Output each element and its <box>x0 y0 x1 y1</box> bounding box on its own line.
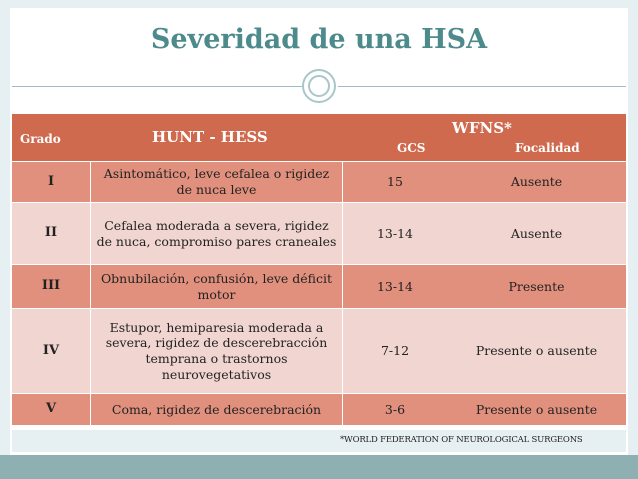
divider-circle-inner <box>308 75 330 97</box>
slide-border-left <box>0 0 10 479</box>
row-gcs: 13-14 <box>376 278 414 294</box>
row-focalidad: Ausente <box>510 174 563 190</box>
table-row <box>12 309 626 394</box>
row-description: Estupor, hemiparesia moderada a severa, rigidez de descerebracción temprana o trastornos neurovegetativos <box>90 309 343 393</box>
divider-circle-ornament <box>302 69 336 103</box>
row-grado: III <box>41 278 61 294</box>
row-description: Asintomático, leve cefalea o rigidez de nuca leve <box>90 162 343 202</box>
row-focalidad: Ausente <box>510 225 563 241</box>
table-row <box>12 203 626 265</box>
row-description: Coma, rigidez de descerebración <box>90 394 343 425</box>
table-row <box>12 162 626 203</box>
row-description: Cefalea moderada a severa, rigidez de nuca, compromiso pares craneales <box>90 203 343 264</box>
row-grado: IV <box>42 342 60 358</box>
row-grado: II <box>44 225 58 241</box>
title-divider-left <box>12 86 302 87</box>
table-row <box>12 265 626 309</box>
title-divider-right <box>338 86 626 87</box>
row-gcs: 7-12 <box>380 343 410 359</box>
row-focalidad: Presente o ausente <box>475 343 598 359</box>
bottom-band <box>0 455 638 479</box>
table-header <box>12 114 626 162</box>
row-focalidad: Presente <box>508 278 565 294</box>
header-focalidad: Focalidad <box>515 141 580 155</box>
row-focalidad: Presente o ausente <box>475 401 598 417</box>
row-grado: V <box>45 401 57 417</box>
header-gcs: GCS <box>397 141 426 155</box>
header-hunt-hess: HUNT - HESS <box>152 128 268 146</box>
slide-border-top <box>0 0 638 8</box>
table-row <box>12 394 626 426</box>
slide-border-right <box>628 0 638 479</box>
slide-title: Severidad de una HSA <box>150 24 488 55</box>
header-grado: Grado <box>20 132 61 146</box>
row-grado: I <box>47 173 55 189</box>
footnote: *WORLD FEDERATION OF NEUROLOGICAL SURGEONS <box>340 435 583 445</box>
row-gcs: 15 <box>387 174 403 190</box>
row-description: Obnubilación, confusión, leve déficit motor <box>90 265 343 308</box>
row-gcs: 13-14 <box>376 225 414 241</box>
row-gcs: 3-6 <box>384 401 406 417</box>
header-wfns: WFNS* <box>452 119 512 137</box>
